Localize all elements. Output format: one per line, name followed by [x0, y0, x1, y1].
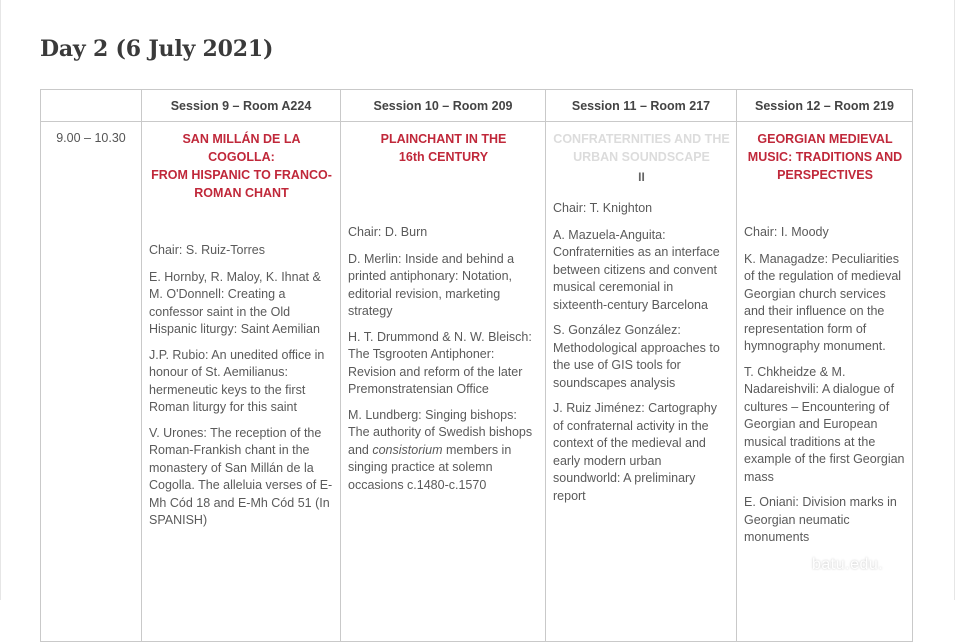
session-10-title[interactable] [348, 130, 539, 166]
paper-entry: S. González González: Methodological approaches to the use of GIS tools for soundscapes analysis [553, 323, 720, 390]
session-11-title[interactable] [553, 130, 730, 166]
paper-entry: A. Mazuela-Anguita: Confraternities as an interface between citizens and convent musical ceremonial in sixteenth-century Barcelona [553, 227, 720, 312]
day-title: Day 2 (6 July 2021) [40, 36, 274, 62]
title-line: PERSPECTIVES [777, 168, 873, 182]
session-9-chair: Chair: S. Ruiz-Torres [149, 243, 265, 257]
paper-entry: J. Ruiz Jiménez: Cartography of confraternal activity in the context of the medieval and early modern urban soundworld: A preliminary report [553, 401, 717, 503]
title-line: CONFRATERNITIES AND THE [553, 132, 730, 146]
paper-text: members in singing practice at solemn occasions c.1480-c.1570 [348, 442, 512, 492]
paper-entry: E. Hornby, R. Maloy, K. Ihnat & M. O'Donnell: Creating a confessor saint in the Old Hispanic liturgy: Saint Aemilian [149, 269, 321, 336]
watermark-text: batu.edu. [812, 556, 884, 573]
paper-entry: V. Urones: The reception of the Roman-Frankish chant in the monastery of San Millán de la Cogolla. The alleluia verses of E-Mh Cód 18 and E-Mh Cód 51 (In SPANISH) [149, 425, 333, 527]
session-10-chair: Chair: D. Burn [348, 225, 428, 239]
session-11-chair: Chair: T. Knighton [553, 201, 653, 215]
title-line: URBAN SOUNDSCAPE [573, 150, 710, 164]
time-column-header [41, 90, 142, 122]
session-11-cell [546, 122, 737, 642]
table-row [41, 122, 913, 642]
session-9-title[interactable] [149, 130, 334, 202]
title-line: SAN MILLÁN DE LA COGOLLA: [182, 132, 301, 164]
time-slot: 9.00 – 10.30 [41, 122, 142, 642]
session-11-marker: II [638, 170, 645, 184]
paper-entry: T. Chkheidze & M. Nadareishvili: A dialogue of cultures – Encountering of Georgian and European musical traditions at the example of the first Georgian mass [744, 364, 905, 484]
session-12-chair: Chair: I. Moody [744, 225, 829, 239]
title-line: ROMAN CHANT [194, 186, 289, 200]
session-10-cell [341, 122, 546, 642]
title-line: FROM HISPANIC TO FRANCO- [151, 168, 332, 182]
title-line: 16th CENTURY [398, 150, 489, 164]
session-12-header: Session 12 – Room 219 [737, 90, 913, 122]
session-9-header: Session 9 – Room A224 [142, 90, 341, 122]
title-line: MUSIC: TRADITIONS AND [747, 150, 903, 164]
header-row [41, 90, 913, 122]
session-12-title[interactable] [744, 130, 906, 184]
session-10-header: Session 10 – Room 209 [341, 90, 546, 122]
paper-italic-text: consistorium [372, 442, 443, 457]
session-9-cell [142, 122, 341, 642]
title-line: PLAINCHANT IN THE [380, 132, 507, 146]
paper-entry: E. Oniani: Division marks in Georgian neumatic monuments [744, 495, 897, 544]
paper-entry: K. Managadze: Peculiarities of the regulation of medieval Georgian church services and their influence on the representation form of hymnography monument. [744, 251, 902, 353]
paper-entry: J.P. Rubio: An unedited office in honour of St. Aemilianus: hermeneutic keys to the first Roman liturgy for this saint [149, 347, 325, 414]
paper-text: M. Lundberg: Singing bishops: The authority of Swedish bishops and [348, 407, 533, 457]
paper-entry: H. T. Drummond & N. W. Bleisch: The Tsgrooten Antiphoner: Revision and reform of the later Premonstratensian Office [348, 329, 532, 396]
title-line: GEORGIAN MEDIEVAL [757, 132, 893, 146]
schedule-table [40, 89, 913, 642]
paper-entry [348, 407, 539, 495]
paper-entry: D. Merlin: Inside and behind a printed antiphonary: Notation, editorial revision, marketing strategy [348, 251, 515, 318]
session-11-header: Session 11 – Room 217 [546, 90, 737, 122]
